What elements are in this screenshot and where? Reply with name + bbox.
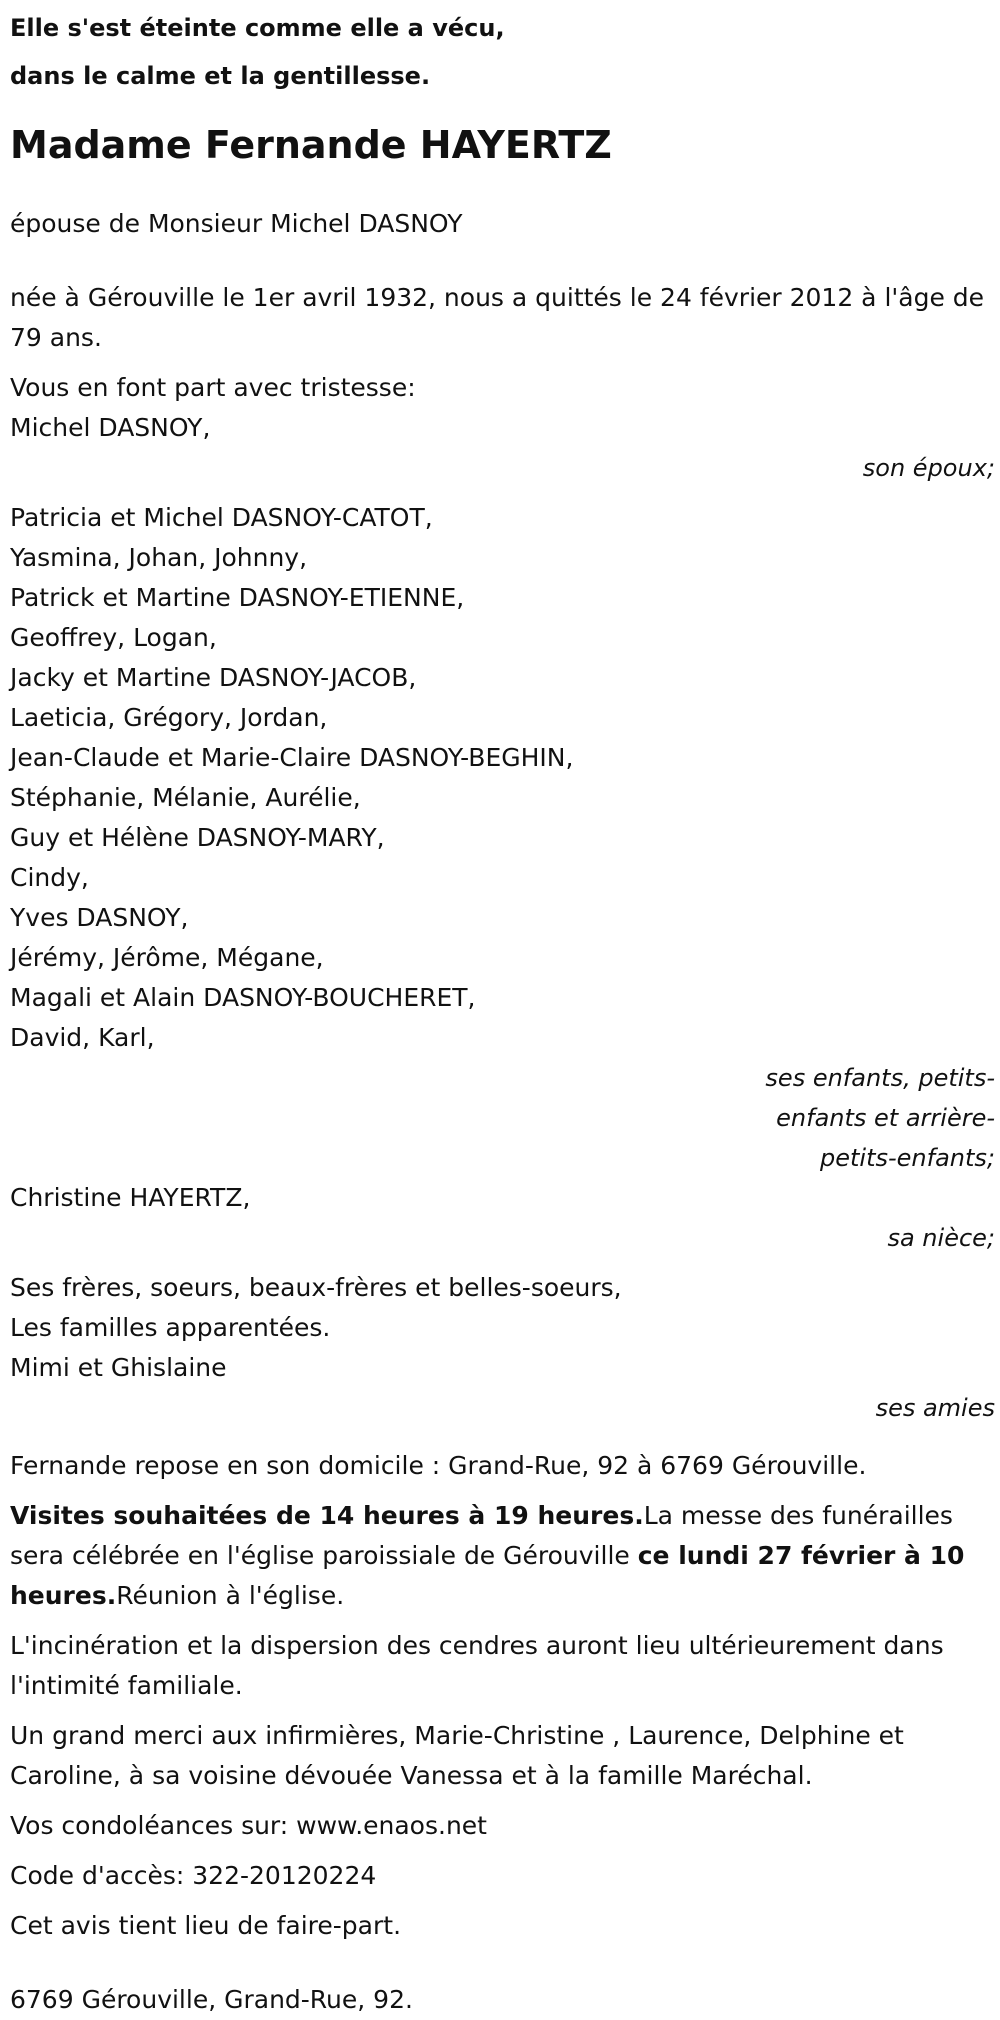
family-name-line: Jérémy, Jérôme, Mégane, [10, 943, 324, 972]
family-name-line: Christine HAYERTZ, [10, 1183, 251, 1212]
friends-group [10, 1268, 995, 1428]
children-group [10, 498, 995, 1178]
visits-paragraph [10, 1496, 995, 1616]
family-name-line: Magali et Alain DASNOY-BOUCHERET, [10, 983, 476, 1012]
family-name-line: Jean-Claude et Marie-Claire DASNOY-BEGHIN, [10, 743, 574, 772]
birth-death-line: née à Gérouville le 1er avril 1932, nous a quittés le 24 février 2012 à l'âge de 79 ans. [10, 283, 985, 352]
condolences-line: Vos condoléances sur: www.enaos.net [10, 1811, 487, 1840]
spouse-line: épouse de Monsieur Michel DASNOY [10, 209, 463, 238]
family-name-line: Guy et Hélène DASNOY-MARY, [10, 823, 385, 852]
funeral-mass-text: La messe des funérailles sera célébrée en l'église paroissiale de Gérouville [10, 1501, 953, 1570]
relation-label: petits-enfants; [820, 1144, 995, 1172]
family-name-line: Mimi et Ghislaine [10, 1353, 227, 1382]
family-name-line: Stéphanie, Mélanie, Aurélie, [10, 783, 361, 812]
relation-label: sa nièce; [887, 1224, 995, 1252]
incineration-paragraph: L'incinération et la dispersion des cendres auront lieu ultérieurement dans l'intimité familiale. [10, 1631, 944, 1700]
family-name-line: David, Karl, [10, 1023, 155, 1052]
visits-hours: Visites souhaitées de 14 heures à 19 heures. [10, 1501, 644, 1530]
epigraph-line-1: Elle s'est éteinte comme elle a vécu, [10, 14, 505, 42]
address-line: 6769 Gérouville, Grand-Rue, 92. [10, 1985, 413, 2014]
family-name-line: Les familles apparentées. [10, 1313, 331, 1342]
relation-label: enfants et arrière- [776, 1104, 995, 1132]
family-name-line: Patrick et Martine DASNOY-ETIENNE, [10, 583, 465, 612]
family-name-line: Yves DASNOY, [10, 903, 189, 932]
family-name-line: Cindy, [10, 863, 89, 892]
faire-part-line: Cet avis tient lieu de faire-part. [10, 1911, 402, 1940]
family-name-line: Laeticia, Grégory, Jordan, [10, 703, 328, 732]
relation-label: son époux; [862, 454, 995, 482]
family-name-line: Yasmina, Johan, Johnny, [10, 543, 308, 572]
spouse-group [10, 408, 995, 488]
family-name-line: Michel DASNOY, [10, 413, 211, 442]
family-name-line: Patricia et Michel DASNOY-CATOT, [10, 503, 433, 532]
family-name-line: Jacky et Martine DASNOY-JACOB, [10, 663, 417, 692]
deceased-name-heading: Madame Fernande HAYERTZ [10, 123, 612, 167]
funeral-date: ce lundi 27 février à 10 heures. [10, 1541, 965, 1610]
thanks-paragraph: Un grand merci aux infirmières, Marie-Christine , Laurence, Delphine et Caroline, à sa voisine dévouée Vanessa et à la famille Maréchal. [10, 1721, 904, 1790]
epigraph-line-2: dans le calme et la gentillesse. [10, 62, 431, 90]
family-name-line: Ses frères, soeurs, beaux-frères et belles-soeurs, [10, 1273, 622, 1302]
relation-label: ses amies [875, 1394, 995, 1422]
niece-group [10, 1178, 995, 1258]
announce-intro: Vous en font part avec tristesse: [10, 373, 416, 402]
church-meeting-text: Réunion à l'église. [116, 1581, 345, 1610]
access-code-line: Code d'accès: 322-20120224 [10, 1861, 377, 1890]
relation-label: ses enfants, petits- [765, 1064, 995, 1092]
repose-line: Fernande repose en son domicile : Grand-Rue, 92 à 6769 Gérouville. [10, 1451, 867, 1480]
family-name-line: Geoffrey, Logan, [10, 623, 217, 652]
